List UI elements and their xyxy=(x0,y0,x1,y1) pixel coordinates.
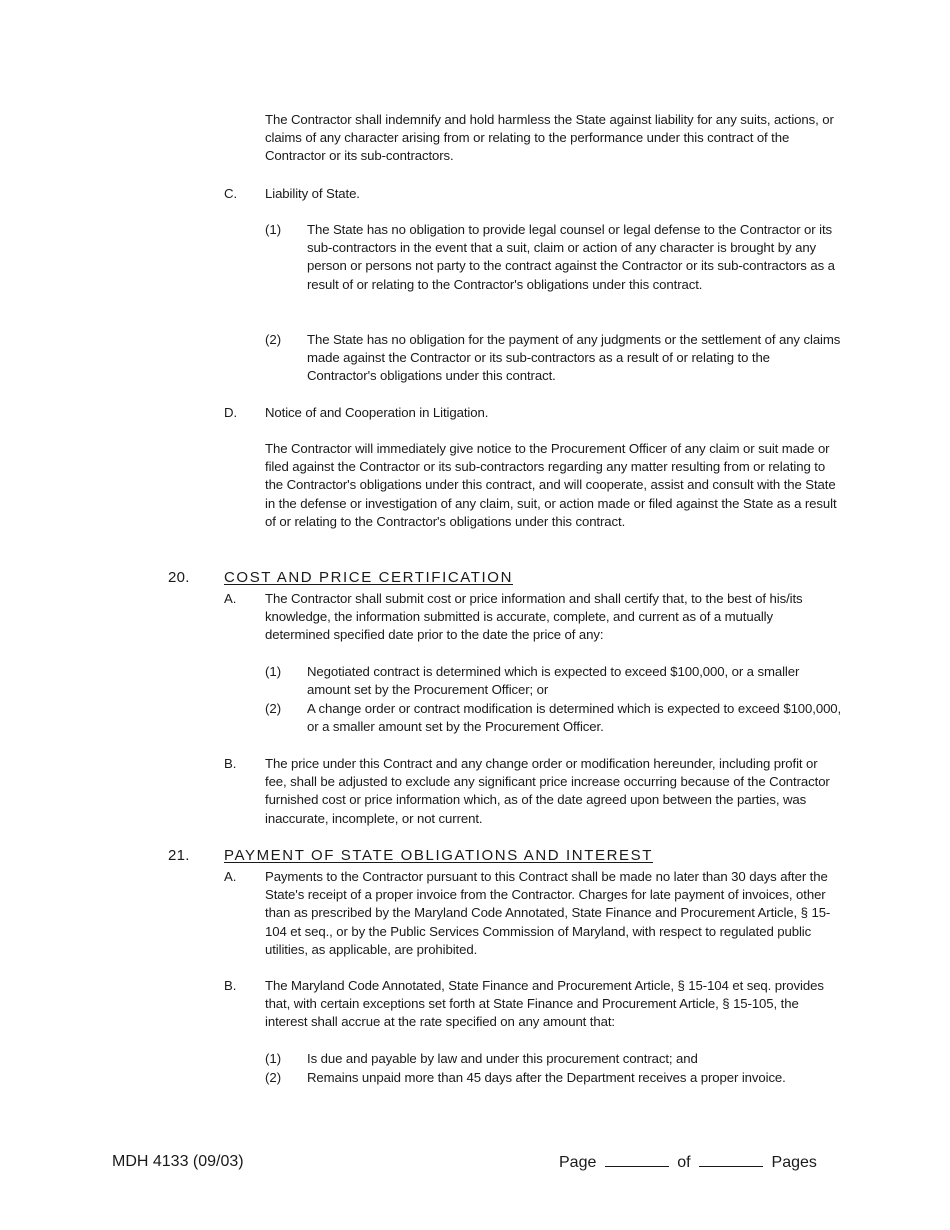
section-20-b-text: The price under this Contract and any change order or modification hereunder, including profit or fee, shall be adjusted to exclude any significant price increase occurring because of the Contractor furnished cost or price information which, as of the date agreed upon between the parties, was inaccurate, incomplete, or not current. xyxy=(265,756,830,826)
section-20-a-letter: A. xyxy=(224,591,237,606)
section-21-number: 21. xyxy=(168,847,190,864)
section-c-item-2-number: (2) xyxy=(265,332,282,347)
section-20-b-letter: B. xyxy=(224,756,237,771)
section-21-a-letter: A. xyxy=(224,869,237,884)
section-c-item-2-text: The State has no obligation for the payment of any judgments or the settlement of any claims made against the Contractor or its sub-contractors as a result of or relating to the Contractor's obligations under this contract. xyxy=(307,332,841,384)
section-c-item-1-number: (1) xyxy=(265,222,282,237)
section-20-a-item-1-number: (1) xyxy=(265,664,282,679)
section-21-b-text: The Maryland Code Annotated, State Finance and Procurement Article, § 15-104 et seq. provides that, with certain exceptions set forth at State Finance and Procurement Article, § 15-105, the interest shall accrue at the rate specified on any amount that: xyxy=(265,978,824,1030)
section-20-a-item-1-text: Negotiated contract is determined which is expected to exceed $100,000, or a smaller amount set by the Procurement Officer; or xyxy=(307,664,800,698)
section-c-item-1-text: The State has no obligation to provide legal counsel or legal defense to the Contractor or its sub-contractors in the event that a suit, claim or action of any character is brought by any person or persons not party to the contract against the Contractor or its sub-contractors as a result of or relating to the Contractor's obligations under this contract. xyxy=(307,222,835,292)
form-identifier: MDH 4133 (09/03) xyxy=(112,1153,244,1170)
section-c-title: Liability of State. xyxy=(265,186,360,201)
page-counter xyxy=(559,1152,817,1173)
section-20-a-item-2-number: (2) xyxy=(265,701,282,716)
indemnity-paragraph: The Contractor shall indemnify and hold harmless the State against liability for any suits, actions, or claims of any character arising from or relating to the performance under this contract of the Contractor or its sub-contractors. xyxy=(265,112,834,164)
section-21-b-letter: B. xyxy=(224,978,237,993)
section-d-letter: D. xyxy=(224,405,238,420)
section-d-text: The Contractor will immediately give notice to the Procurement Officer of any claim or suit made or filed against the Contractor or its sub-contractors regarding any matter resulting from or relating to the Contractor's obligations under this contract, and will cooperate, assist and consult with the State in the defense or investigation of any claim, suit, or action made or filed against the State as a result of or relating to the Contractor's obligations under this contract. xyxy=(265,441,837,529)
section-21-b-item-2-text: Remains unpaid more than 45 days after the Department receives a proper invoice. xyxy=(307,1070,786,1085)
section-21-heading: PAYMENT OF STATE OBLIGATIONS AND INTEREST xyxy=(224,847,653,864)
section-21-b-item-2-number: (2) xyxy=(265,1070,282,1085)
total-pages-blank xyxy=(699,1152,763,1167)
section-20-heading: COST AND PRICE CERTIFICATION xyxy=(224,569,513,586)
section-20-number: 20. xyxy=(168,569,190,586)
page-number-blank xyxy=(605,1152,669,1167)
pages-label: Pages xyxy=(771,1154,817,1171)
page-label: Page xyxy=(559,1154,597,1171)
section-c-letter: C. xyxy=(224,186,238,201)
section-21-b-item-1-number: (1) xyxy=(265,1051,282,1066)
section-d-title: Notice of and Cooperation in Litigation. xyxy=(265,405,489,420)
section-21-a-text: Payments to the Contractor pursuant to this Contract shall be made no later than 30 days after the State's receipt of a proper invoice from the Contractor. Charges for late payment of invoices, other than as prescribed by the Maryland Code Annotated, State Finance and Procurement Article, § 15-104 et seq., or by the Public Services Commission of Maryland, with respect to regulated public utilities, as applicable, are prohibited. xyxy=(265,869,831,957)
section-20-a-item-2-text: A change order or contract modification is determined which is expected to exceed $100,000, or a smaller amount set by the Procurement Officer. xyxy=(307,701,842,735)
section-20-a-text: The Contractor shall submit cost or price information and shall certify that, to the best of his/its knowledge, the information submitted is accurate, complete, and current as of a mutually determined specified date prior to the date the price of any: xyxy=(265,591,803,643)
section-21-b-item-1-text: Is due and payable by law and under this procurement contract; and xyxy=(307,1051,698,1066)
of-label: of xyxy=(677,1154,691,1171)
